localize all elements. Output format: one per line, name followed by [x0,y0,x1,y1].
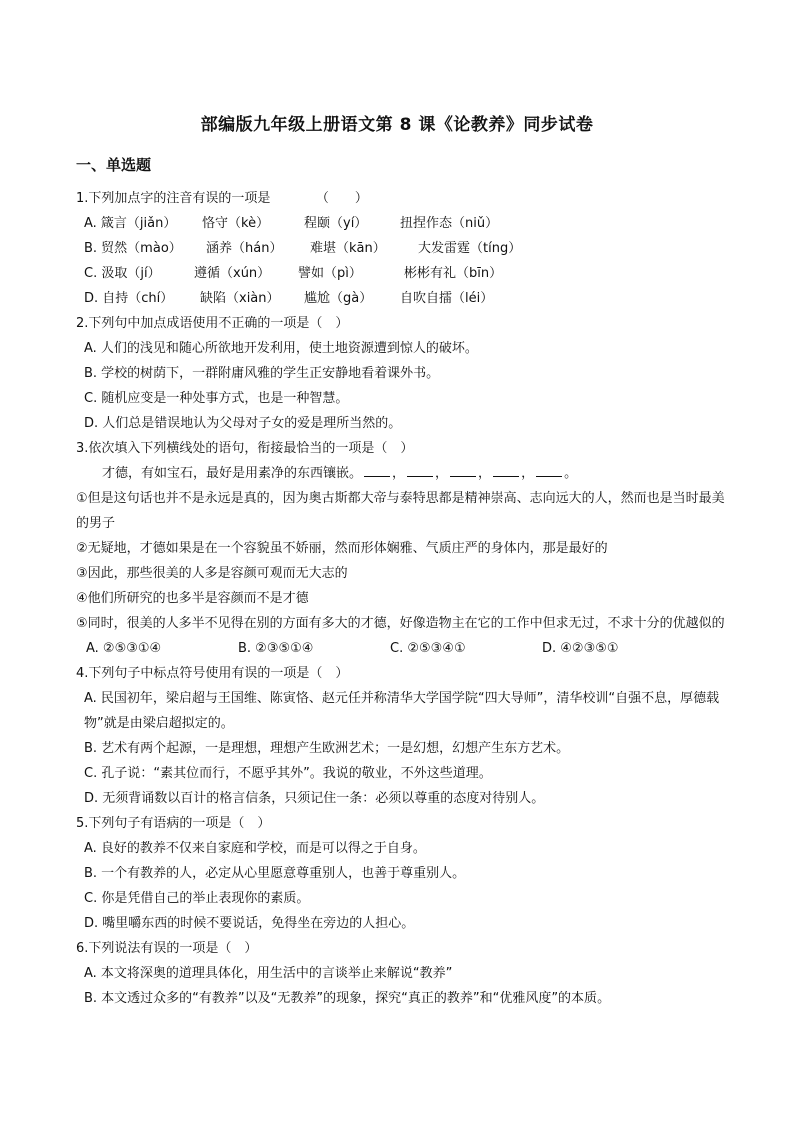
question-2-option-b: B. 学校的树荫下，一群附庸风雅的学生正安静地看着课外书。 [84,366,440,381]
q1-d-1: D. 自持（chí） [84,291,174,306]
question-5-option-d: D. 嘴里嚼东西的时候不要说话，免得坐在旁边的人担心。 [84,916,415,931]
question-1-option-d [84,286,726,311]
q1-c-1: C. 汲取（jí） [84,266,161,281]
question-4-stem: 4.下列句子中标点符号使用有误的一项是（ ） [76,666,349,681]
question-5-option-b: B. 一个有教养的人，必定从心里愿意尊重别人，也善于尊重别人。 [84,866,466,881]
q1-b-4: 大发雷霆（tíng） [418,241,522,256]
question-3-sentence-4: ④他们所研究的也多半是容颜而不是才德 [76,591,309,606]
question-5-option-a: A. 良好的教养不仅来自家庭和学校，而是可以得之于自身。 [84,841,426,856]
q1-a-1: A. 箴言（jiǎn） [84,216,177,231]
question-6-option-b: B. 本文透过众多的“有教养”以及“无教养”的现象，探究“真正的教养”和“优雅风度”的本质。 [84,991,611,1006]
q1-d-2: 缺陷（xiàn） [200,291,280,306]
question-2-stem: 2.下列句中加点成语使用不正确的一项是（ ） [76,316,349,331]
section-heading: 一、单选题 [76,156,152,174]
question-5-option-c: C. 你是凭借自己的举止表现你的素质。 [84,891,310,906]
question-3-choices [86,636,726,661]
question-4-option-d: D. 无须背诵数以百计的格言信条，只须记住一条：必须以尊重的态度对待别人。 [84,791,545,806]
question-4-option-c: C. 孔子说：“素其位而行，不愿乎其外”。我说的敬业，不外这些道理。 [84,766,492,781]
question-5-stem: 5.下列句子有语病的一项是（ ） [76,816,271,831]
fill-blank-3 [450,464,476,477]
q1-b-1: B. 贸然（mào） [84,241,182,256]
q1-c-3: 譬如（pì） [298,266,362,281]
q1-a-3: 程颐（yí） [304,216,368,231]
question-4-option-a: A. 民国初年，梁启超与王国维、陈寅恪、赵元任并称清华大学国学院“四大导师”，清华校训“自强不息，厚德载物”就是由梁启超拟定的。 [84,691,720,731]
question-6-option-a: A. 本文将深奥的道理具体化，用生活中的言谈举止来解说“教养” [84,966,453,981]
q1-c-4: 彬彬有礼（bīn） [404,266,503,281]
question-6-stem: 6.下列说法有误的一项是（ ） [76,941,258,956]
question-1-option-a [84,211,726,236]
q1-a-4: 扭捏作态（niǔ） [400,216,499,231]
question-3-sentence-5: ⑤同时，很美的人多半不见得在别的方面有多大的才德，好像造物主在它的工作中但求无过，不求十分的优越似的 [76,616,725,631]
q1-c-2: 遵循（xún） [194,266,271,281]
question-2-option-c: C. 随机应变是一种处事方式，也是一种智慧。 [84,391,349,406]
q1-b-2: 涵养（hán） [206,241,283,256]
question-3-sentence-2: ②无疑地，才德如果是在一个容貌虽不娇丽，然而形体娴雅、气质庄严的身体内，那是最好的 [76,541,608,556]
q1-b-3: 难堪（kān） [310,241,386,256]
question-3-option-d: D. ④②③⑤① [542,641,619,656]
question-1-option-b [84,236,726,261]
question-list [76,186,726,1011]
question-3-sentence-3: ③因此，那些很美的人多是容颜可观而无大志的 [76,566,348,581]
fill-blank-2 [407,464,433,477]
q1-a-2: 恪守（kè） [202,216,270,231]
question-3-option-a: A. ②⑤③①④ [86,641,162,656]
question-3-lead: 才德，有如宝石，最好是用素净的东西镶嵌。 [102,466,363,481]
fill-blank-1 [364,464,390,477]
fill-blank-4 [493,464,519,477]
question-2-option-d: D. 人们总是错误地认为父母对子女的爱是理所当然的。 [84,416,402,431]
question-2-option-a: A. 人们的浅见和随心所欲地开发利用，使土地资源遭到惊人的破坏。 [84,341,478,356]
question-1-option-c [84,261,726,286]
question-3-passage: 才德，有如宝石，最好是用素净的东西镶嵌。 ， ， ， ， 。 [102,466,578,481]
question-1-stem: 1.下列加点字的注音有误的一项是 （ ） [76,191,368,206]
fill-blank-5 [536,464,562,477]
question-3-stem: 3.依次填入下列横线处的语句，衔接最恰当的一项是（ ） [76,441,414,456]
question-3-option-b: B. ②③⑤①④ [238,641,314,656]
question-3-option-c: C. ②⑤③④① [390,641,466,656]
q1-d-4: 自吹自擂（léi） [400,291,494,306]
q1-d-3: 尴尬（gà） [304,291,373,306]
question-4-option-b: B. 艺术有两个起源，一是理想，理想产生欧洲艺术；一是幻想，幻想产生东方艺术。 [84,741,570,756]
question-3-sentence-1: ①但是这句话也并不是永远是真的，因为奥古斯都大帝与泰特思都是精神崇高、志向远大的人，然而也是当时最美的男子 [76,491,725,531]
document-title: 部编版九年级上册语文第 8 课《论教养》同步试卷 [200,115,594,135]
